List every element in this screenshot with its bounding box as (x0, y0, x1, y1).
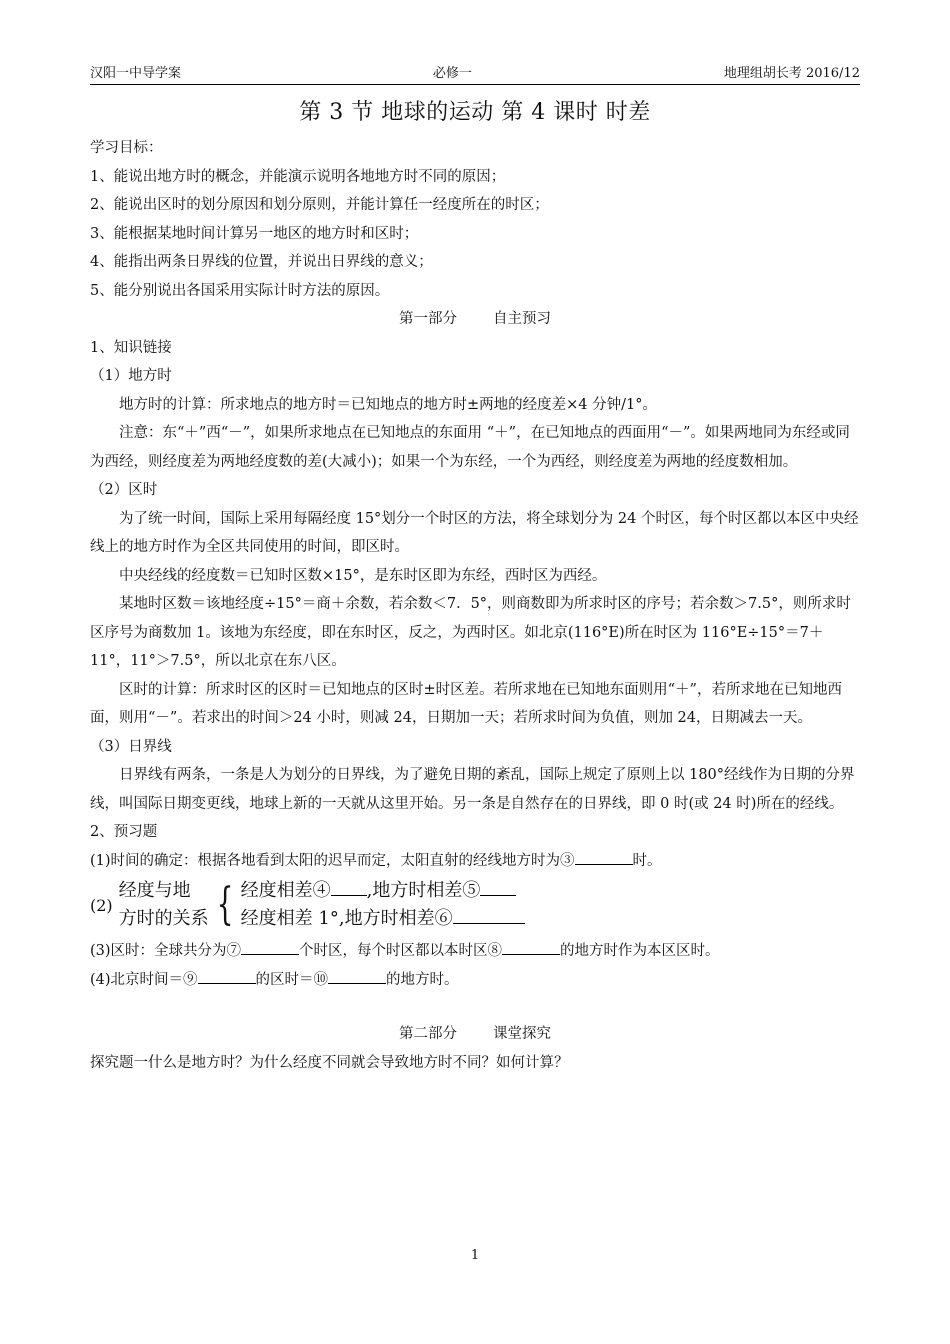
answer-blank-8[interactable] (502, 940, 560, 955)
explore-question: 探究题一什么是地方时？为什么经度不同就会导致地方时不同？如何计算？ (90, 1054, 569, 1071)
answer-blank-7[interactable] (241, 940, 299, 955)
header-left: 汉阳一中导学案 (90, 66, 182, 81)
document-page (90, 62, 860, 1077)
answer-blank-6[interactable] (453, 909, 525, 924)
zone-time-calc: 区时的计算：所求时区的区时＝已知地点的区时±时区差。若所求地在已知地东面则用“＋”，若所求地在已知地西面，则用“－”。若求出的时间＞24 小时，则减 24，日期加一天；若所求时间为负值，则加 24，日期减去一天。 (90, 681, 842, 726)
page-title: 第 3 节 地球的运动 第 4 课时 时差 (299, 100, 651, 125)
local-time-note: 注意：东“＋”西“－”，如果所求地点在已知地点的东面用 “＋”，在已知地点的西面用“－”。如果两地同为东经或同为西经，则经度差为两地经度数的差(大减小)；如果一个为东经，一个为西经，则经度差为两地的经度数相加。 (90, 425, 850, 470)
part2-title (90, 1020, 860, 1049)
page-header (90, 62, 860, 85)
q2-lines: 经度相差④ ,地方时相差⑤ 经度相差 1°,地方时相差⑥ (241, 877, 525, 933)
goal-item: 2、能说出区时的划分原因和划分原则，并能计算任一经度所在的时区； (90, 197, 549, 213)
part1-name: 自主预习 (493, 311, 551, 327)
preview-q3: (3)区时：全球共分为⑦ 个时区，每个时区都以本时区⑧ 的地方时作为本区区时。 (90, 937, 860, 966)
goal-item: 4、能指出两条日界线的位置，并说出日界线的意义； (90, 254, 433, 270)
q2-number: (2) (90, 895, 113, 915)
central-meridian-rule: 中央经线的经度数＝已知时区数×15°，是东时区即为东经，西时区为西经。 (119, 567, 607, 584)
q2-label: 经度与地 方时的关系 (118, 880, 209, 929)
part1-label: 第一部分 (399, 311, 457, 327)
part1-title (90, 305, 860, 334)
answer-blank-10[interactable] (328, 969, 386, 984)
zone-time-heading: （2）区时 (90, 482, 158, 498)
page-number: 1 (470, 1248, 480, 1263)
preview-q2 (90, 877, 860, 933)
knowledge-heading: 1、知识链接 (90, 339, 172, 356)
dateline-heading: （3）日界线 (90, 738, 172, 755)
zone-time-definition: 为了统一时间，国际上采用每隔经度 15°划分一个时区的方法，将全球划分为 24 个时区，每个时区都以本区中央经线上的地方时作为全区共同使用的时间，即区时。 (90, 510, 859, 555)
answer-blank-9[interactable] (198, 969, 256, 984)
answer-blank-4[interactable] (331, 881, 367, 896)
preview-heading: 2、预习题 (90, 824, 158, 840)
zone-number-rule: 某地时区数＝该地经度÷15°＝商＋余数，若余数＜7．5°，则商数即为所求时区的序号；若余数＞7.5°，则所求时区序号为商数加 1。该地为东经度，即在东时区，反之，为西时区。如北京(116°E)所在时区为 116°E÷15°＝7＋11°，11°＞7.5°，所以北京在东八区。 (90, 596, 851, 669)
goal-item: 5、能分别说出各国采用实际计时方法的原因。 (90, 282, 390, 299)
answer-blank-5[interactable] (480, 881, 516, 896)
brace-icon: { (216, 879, 234, 930)
goal-item: 3、能根据某地时间计算另一地区的地方时和区时； (90, 225, 419, 242)
local-time-heading: （1）地方时 (90, 368, 172, 384)
local-time-formula: 地方时的计算：所求地点的地方时＝已知地点的地方时±两地的经度差×4 分钟/1°。 (119, 396, 657, 413)
preview-q1: (1)时间的确定：根据各地看到太阳的迟早而定，太阳直射的经线地方时为③ 时。 (90, 847, 860, 876)
part2-name: 课堂探究 (493, 1026, 551, 1042)
answer-blank-3[interactable] (575, 850, 633, 865)
header-center: 必修一 (432, 66, 472, 81)
preview-q4: (4)北京时间＝⑨ 的区时＝⑩ 的地方时。 (90, 966, 860, 995)
goals-heading: 学习目标： (90, 140, 163, 156)
header-right: 地理组胡长考 2016/12 (723, 66, 860, 81)
dateline-text: 日界线有两条，一条是人为划分的日界线，为了避免日期的紊乱，国际上规定了原则上以 180°经线作为日期的分界线，叫国际日期变更线，地球上新的一天就从这里开始。另一条是自然存在的日界线，即 0 时(或 24 时)所在的经线。 (90, 767, 855, 812)
part2-label: 第二部分 (399, 1026, 457, 1042)
goal-item: 1、能说出地方时的概念，并能演示说明各地地方时不同的原因； (90, 168, 506, 185)
